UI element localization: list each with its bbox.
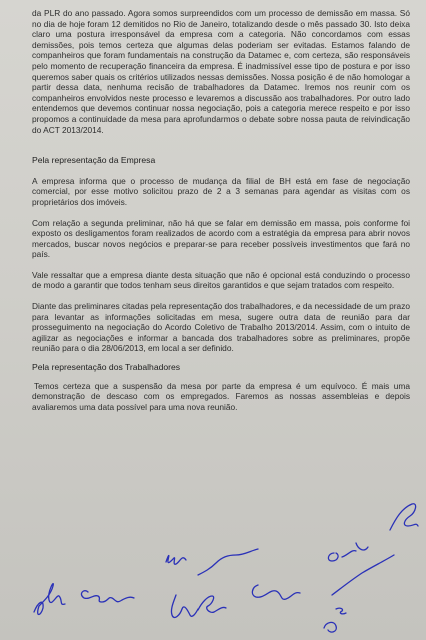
signature-4: [198, 549, 258, 575]
signature-6: [198, 596, 226, 612]
empresa-paragraph-1: A empresa informa que o processo de mudança da filial de BH está em fase de negociação comercial, por esse motivo solicitou prazo de 2 a 3 semanas para agendar as visitas com os proprietários dos imóveis.: [32, 175, 410, 207]
signature-9: [356, 543, 368, 550]
signature-2: [81, 591, 134, 602]
empresa-paragraph-4: Diante das preliminares citadas pela representação dos trabalhadores, e da necessidade de um prazo para levantar as informações solicitadas em mesa, sugere outra data de reunião para dar prosseguimento na negociação do Acordo Coletivo de Trabalho 2013/2014. Assim, com o intuito de agilizar as negociações e informar a bancada dos trabalhadores sobre as preliminares, propõe reunião para o dia 28/06/2013, em local a ser definido.: [32, 301, 411, 354]
signature-5: [171, 595, 198, 617]
empresa-paragraph-2: Com relação a segunda preliminar, não há que se falar em demissão em massa, pois conforme foi exposto os desligamentos foram realizados de acordo com a estratégia da empresa para abrir novos mercados, buscar novos negócios e preparar-se para receber possíveis investimentos que fará no país.: [32, 217, 410, 260]
trabalhadores-paragraph: Temos certeza que a suspensão da mesa por parte da empresa é um equívoco. É mais uma demonstração de descaso com os empregados. Faremos as nossas assembleias e depois avaliaremos uma data possível para uma nova reunião.: [32, 380, 410, 412]
opening-paragraph: da PLR do ano passado. Agora somos surpreendidos com um processo de demissão em massa. Só no dia de hoje foram 12 demitidos no Rio de Janeiro, totalizando desde o mês passado 30. Isto deixa claro uma postura irresponsável da empresa com a categoria. Não concordamos com essas demissões, pois temos certeza que algumas delas poderiam ser evitadas. Estamos falando de companheiros que foram fundamentais na construção da Datamec e, com certeza, são responsáveis pelo momento de recuperação financeira da empresa. É inadmissível esse tipo de postura e por isso queremos saber quais os critérios utilizados nessas demissões. Nossa posição é de não homologar a partir dessa data, nenhuma recisão de trabalhadores da Datamec. Iremos nos reunir com os companheiros envolvidos neste processo e levaremos a discussão aos trabalhadores. Por outro lado entendemos que devemos continuar nossa negociação, pois a categoria merece respeito e por isso propomos a continuidade da mesa para aprofundarmos o debate sobre nossa pauta de reivindicação do ACT 2013/2014.: [32, 8, 410, 135]
signature-12: [390, 504, 418, 530]
signature-11: [336, 608, 346, 614]
signature-10: [332, 555, 394, 595]
signature-7: [252, 585, 300, 599]
empresa-paragraph-3: Vale ressaltar que a empresa diante desta situação que não é opcional está conduzindo o processo de modo a garantir que todos tenham seus direitos garantidos e que sejam tratados com respeito.: [32, 269, 410, 291]
signature-1: [34, 584, 65, 615]
heading-empresa: Pela representação da Empresa: [32, 155, 156, 166]
signature-3: [166, 556, 186, 565]
heading-trabalhadores: Pela representação dos Trabalhadores: [32, 362, 181, 373]
signature-13: [324, 622, 336, 632]
signature-8: [328, 551, 356, 561]
